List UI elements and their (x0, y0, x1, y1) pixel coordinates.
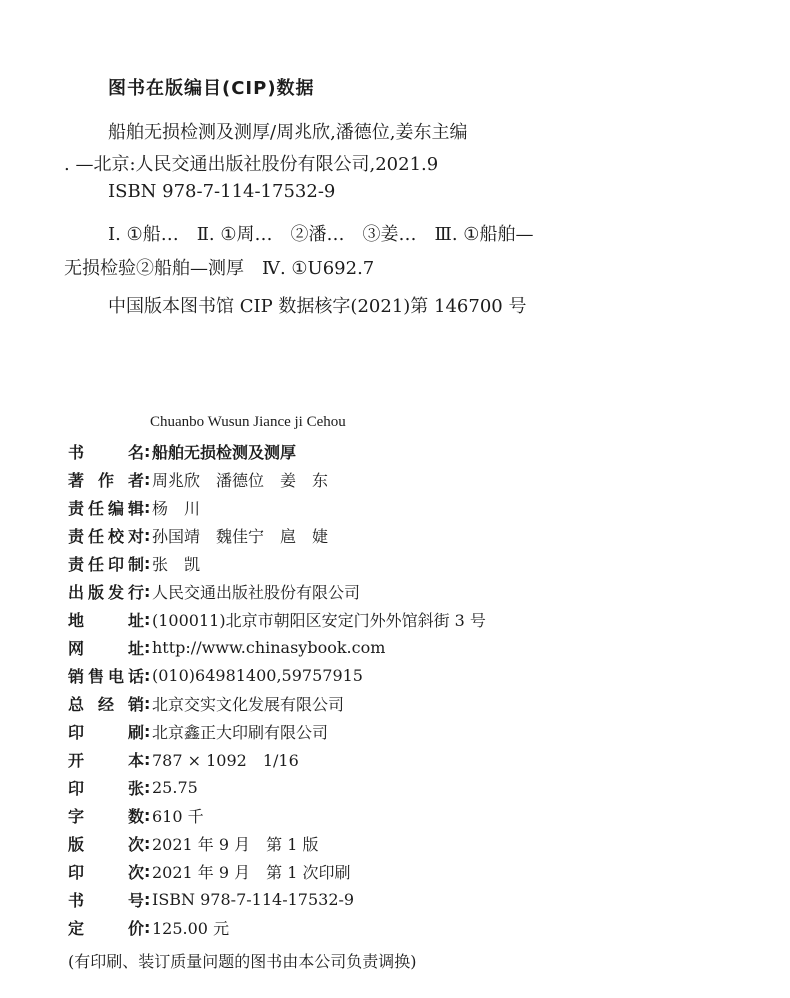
field-label-char: 责 (68, 526, 85, 546)
imprint-field-row (68, 467, 328, 491)
field-label (68, 860, 144, 883)
field-label (68, 748, 144, 771)
field-label-char: 著 (68, 470, 85, 490)
field-label-char: 价 (127, 918, 144, 938)
imprint-field-row (68, 579, 360, 603)
field-label-char: 任 (87, 526, 104, 546)
field-label-char: 张 (127, 778, 144, 798)
field-label-char: 作 (97, 470, 114, 490)
field-value: ISBN 978-7-114-17532-9 (152, 889, 355, 909)
field-colon: : (144, 749, 151, 769)
imprint-field-row (68, 439, 296, 463)
field-label (68, 720, 144, 743)
field-label-char: 版 (87, 582, 104, 602)
field-colon: : (144, 693, 151, 713)
field-label (68, 916, 144, 939)
field-value: 2021 年 9 月 第 1 次印刷 (152, 862, 351, 882)
field-value: (100011)北京市朝阳区安定门外外馆斜街 3 号 (152, 610, 486, 630)
field-label-char: 者 (127, 470, 144, 490)
imprint-field-row (68, 495, 200, 519)
field-label-char: 销 (127, 694, 144, 714)
field-value: 杨 川 (152, 498, 201, 518)
imprint-field-row (68, 551, 200, 575)
imprint-field-row (68, 859, 351, 883)
field-label-char: 书 (68, 442, 85, 462)
field-label (68, 580, 144, 603)
field-value: 人民交通出版社股份有限公司 (152, 582, 361, 602)
field-colon: : (144, 917, 151, 937)
field-label (68, 888, 144, 911)
field-label-char: 发 (107, 582, 124, 602)
field-label-char: 经 (97, 694, 114, 714)
field-label (68, 804, 144, 827)
field-label-char: 任 (87, 498, 104, 518)
field-label-char: 地 (68, 610, 85, 630)
field-value: 张 凯 (152, 554, 201, 574)
field-value: 孙国靖 魏佳宁 扈 婕 (152, 526, 329, 546)
field-value: 25.75 (152, 777, 198, 797)
field-colon: : (144, 497, 151, 517)
field-colon: : (144, 553, 151, 573)
field-label (68, 440, 144, 463)
field-colon: : (144, 609, 151, 629)
field-label-char: 辑 (127, 498, 144, 518)
field-value: http://www.chinasybook.com (152, 637, 386, 657)
imprint-field-row (68, 719, 328, 743)
imprint-field-row (68, 887, 354, 911)
field-label-char: 校 (107, 526, 124, 546)
field-label (68, 524, 144, 547)
imprint-field-row (68, 663, 363, 687)
imprint-field-row (68, 915, 229, 939)
field-value: 周兆欣 潘德位 姜 东 (152, 470, 329, 490)
imprint-field-row (68, 635, 385, 659)
field-colon: : (144, 833, 151, 853)
cip-line-publisher: . —北京:人民交通出版社股份有限公司,2021.9 (64, 154, 439, 175)
field-colon: : (144, 889, 151, 909)
field-label (68, 552, 144, 575)
field-label-char: 印 (68, 862, 85, 882)
field-colon: : (144, 861, 151, 881)
field-colon: : (144, 581, 151, 601)
field-label-char: 名 (127, 442, 144, 462)
field-colon: : (144, 721, 151, 741)
cip-line-title: 船舶无损检测及测厚/周兆欣,潘德位,姜东主编 (108, 122, 468, 143)
field-label-char: 出 (68, 582, 85, 602)
field-label-char: 制 (127, 554, 144, 574)
imprint-field-row (68, 747, 299, 771)
field-label (68, 636, 144, 659)
imprint-field-row (68, 607, 486, 631)
field-colon: : (144, 441, 151, 461)
field-label (68, 496, 144, 519)
field-value: 125.00 元 (152, 918, 230, 938)
field-label-char: 网 (68, 638, 85, 658)
cip-line-classification: Ⅰ. ①船… Ⅱ. ①周… ②潘… ③姜… Ⅲ. ①船舶— (108, 224, 534, 245)
cip-heading: 图书在版编目(CIP)数据 (108, 78, 315, 99)
field-colon: : (144, 637, 151, 657)
imprint-field-row (68, 775, 198, 799)
quality-note: (有印刷、装订质量问题的图书由本公司负责调换) (68, 952, 417, 971)
field-value: 787 × 1092 1/16 (152, 750, 299, 770)
field-label-char: 行 (127, 582, 144, 602)
field-label-char: 次 (127, 862, 144, 882)
field-label-char: 开 (68, 750, 85, 770)
imprint-field-row (68, 803, 204, 827)
field-value: 北京交实文化发展有限公司 (152, 694, 345, 714)
field-colon: : (144, 777, 151, 797)
field-label-char: 址 (127, 610, 144, 630)
field-colon: : (144, 665, 151, 685)
field-label-char: 次 (127, 834, 144, 854)
imprint-field-row (68, 691, 344, 715)
imprint-field-row (68, 523, 328, 547)
cip-line-isbn: ISBN 978-7-114-17532-9 (108, 181, 336, 202)
field-value: 北京鑫正大印刷有限公司 (152, 722, 329, 742)
field-label (68, 692, 144, 715)
field-label-char: 书 (68, 890, 85, 910)
field-value: (010)64981400,59757915 (152, 665, 363, 685)
field-colon: : (144, 525, 151, 545)
field-label-char: 定 (68, 918, 85, 938)
cip-line-record-number: 中国版本图书馆 CIP 数据核字(2021)第 146700 号 (108, 296, 527, 317)
field-value: 610 千 (152, 806, 204, 826)
field-label-char: 字 (68, 806, 85, 826)
field-label-char: 责 (68, 498, 85, 518)
field-value: 船舶无损检测及测厚 (152, 442, 297, 462)
field-label-char: 总 (68, 694, 85, 714)
field-label-char: 责 (68, 554, 85, 574)
field-colon: : (144, 805, 151, 825)
field-label-char: 印 (68, 778, 85, 798)
field-label-char: 售 (87, 666, 104, 686)
field-label-char: 址 (127, 638, 144, 658)
field-label-char: 对 (127, 526, 144, 546)
field-label-char: 本 (127, 750, 144, 770)
field-colon: : (144, 469, 151, 489)
field-value: 2021 年 9 月 第 1 版 (152, 834, 319, 854)
field-label-char: 印 (68, 722, 85, 742)
field-label-char: 号 (127, 890, 144, 910)
field-label (68, 608, 144, 631)
field-label-char: 刷 (127, 722, 144, 742)
field-label (68, 776, 144, 799)
field-label (68, 832, 144, 855)
field-label-char: 数 (127, 806, 144, 826)
field-label-char: 版 (68, 834, 85, 854)
field-label-char: 话 (127, 666, 144, 686)
field-label (68, 664, 144, 687)
field-label-char: 任 (87, 554, 104, 574)
field-label-char: 印 (107, 554, 124, 574)
cip-line-classification-cont: 无损检验②船舶—测厚 Ⅳ. ①U692.7 (64, 258, 375, 279)
field-label (68, 468, 144, 491)
field-label-char: 销 (68, 666, 85, 686)
field-label-char: 电 (107, 666, 124, 686)
pinyin-title: Chuanbo Wusun Jiance ji Cehou (150, 414, 346, 430)
field-label-char: 编 (107, 498, 124, 518)
imprint-field-row (68, 831, 319, 855)
